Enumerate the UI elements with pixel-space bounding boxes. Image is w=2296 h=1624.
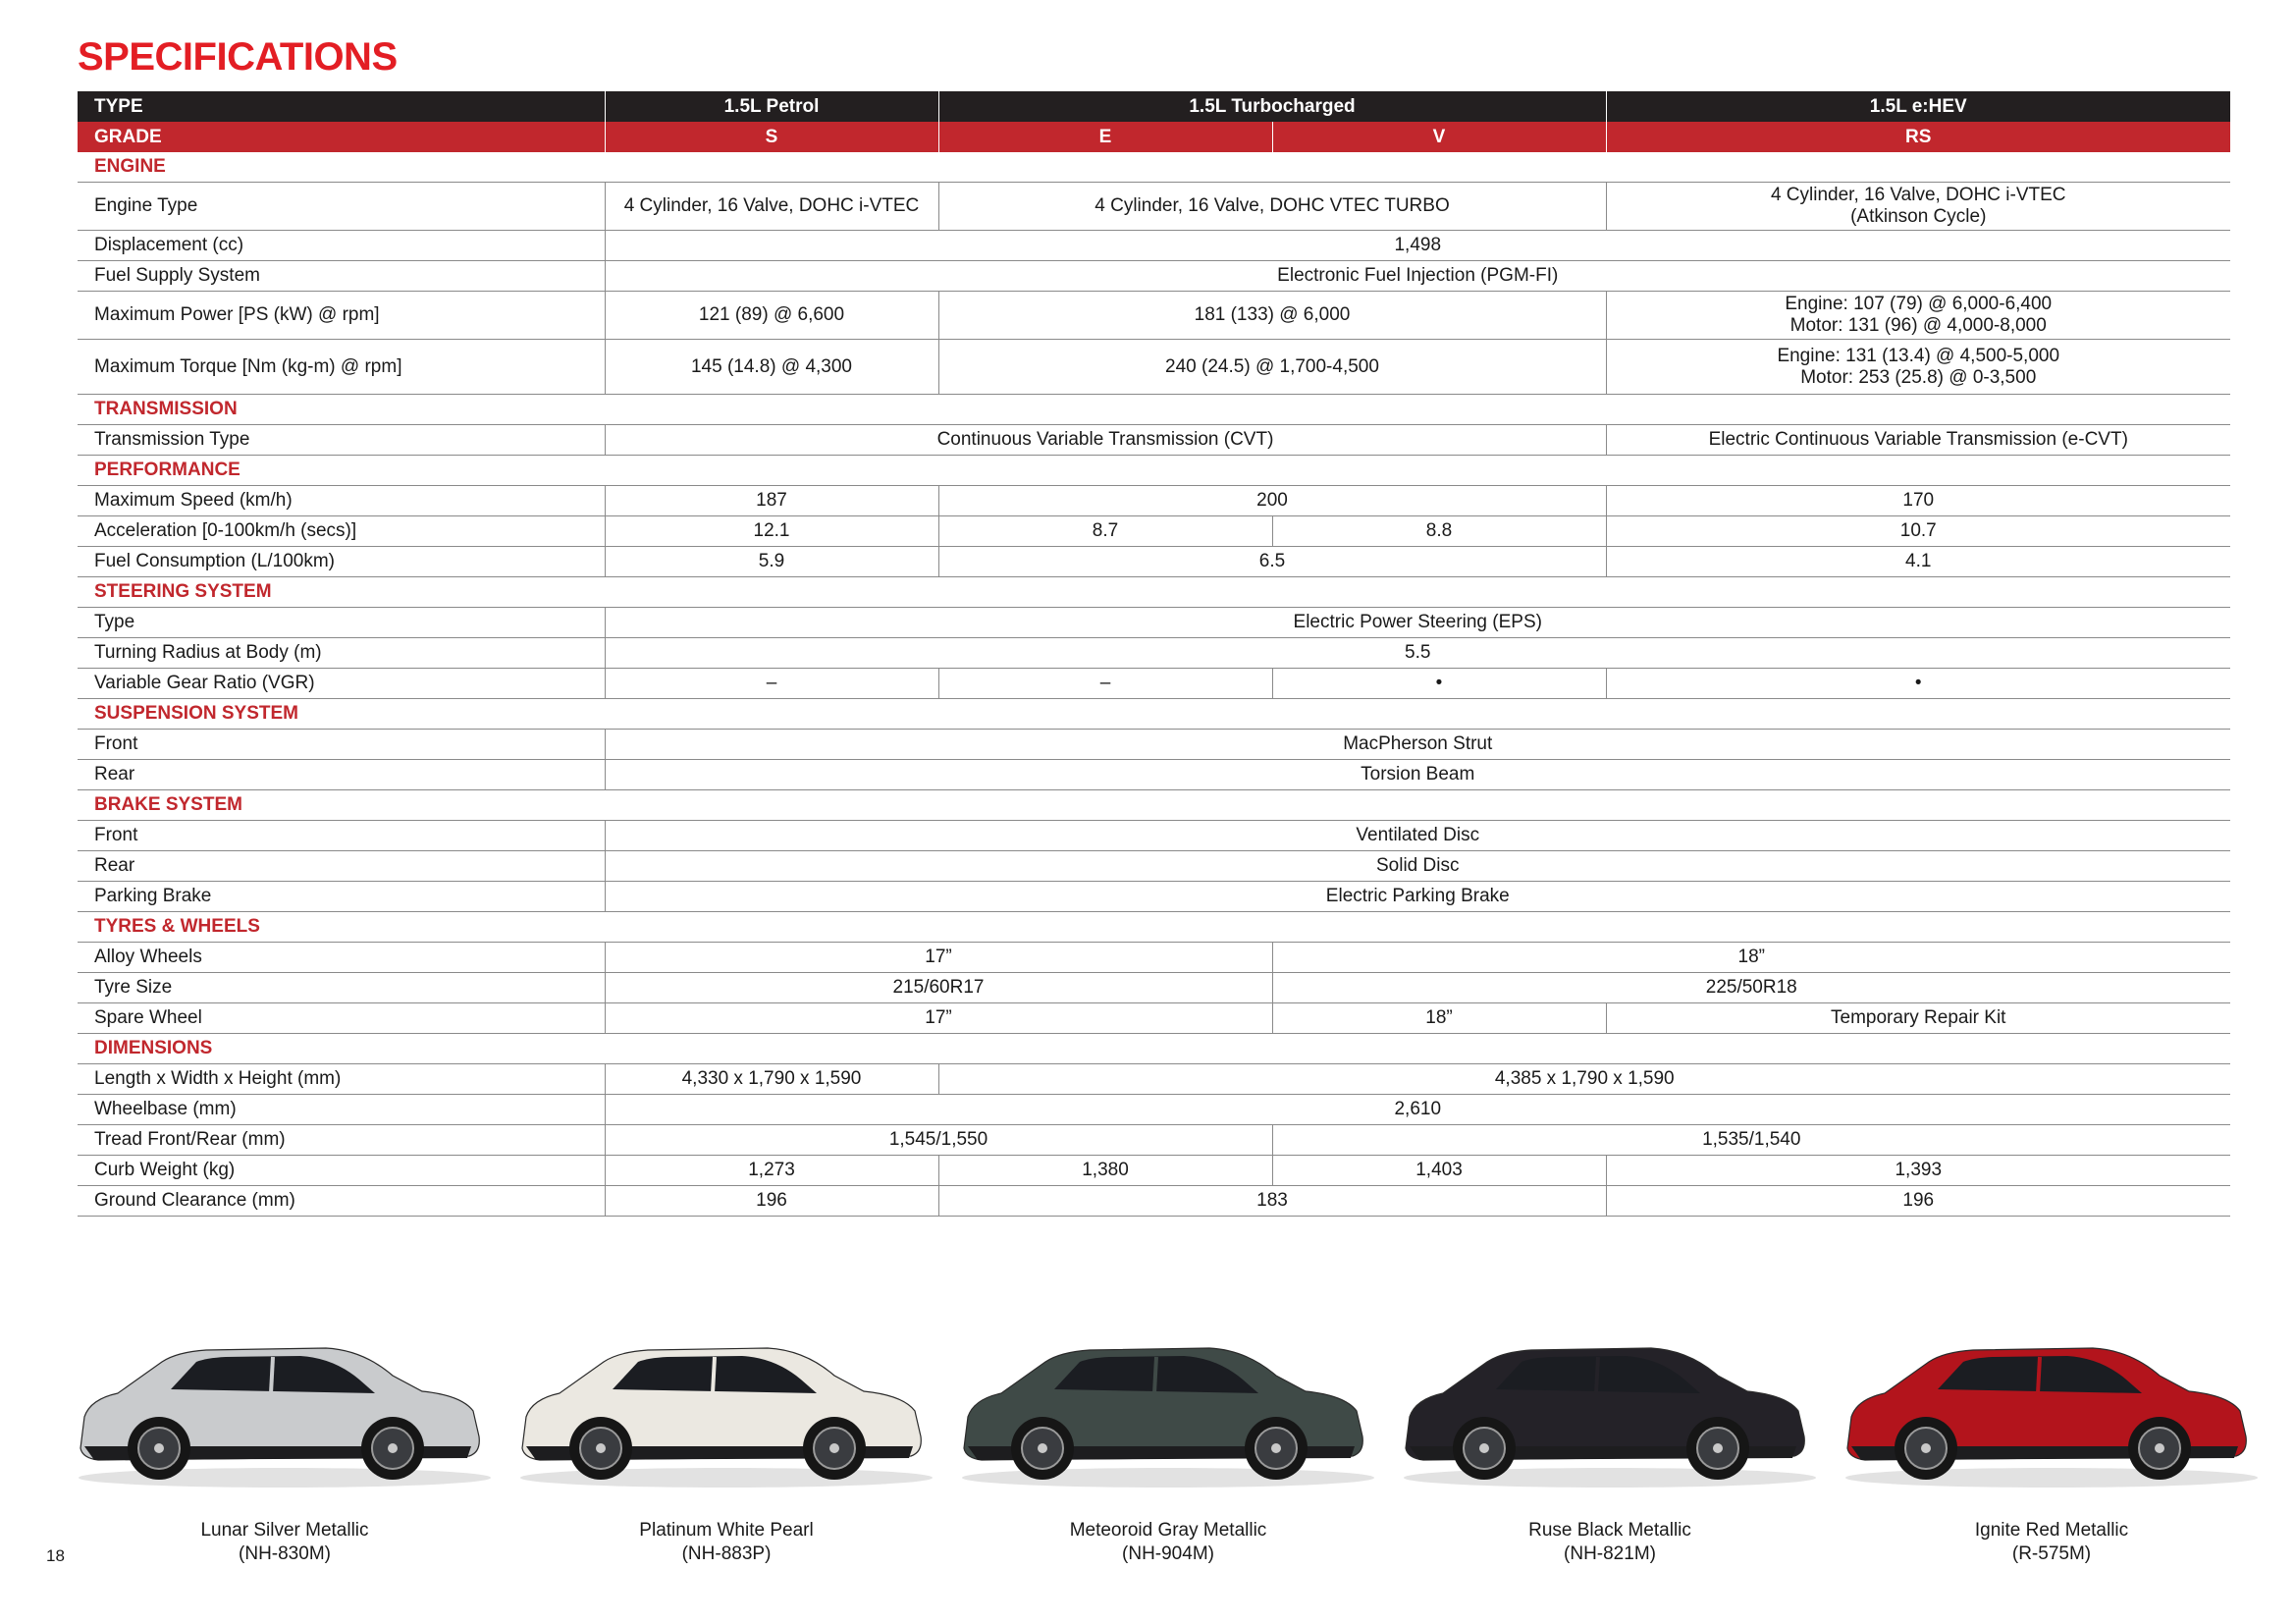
section-title: TYRES & WHEELS <box>78 912 2230 943</box>
section-transmission <box>78 395 2230 425</box>
cell: 8.7 <box>938 516 1272 547</box>
color-lineup <box>0 1330 2296 1527</box>
section-title: DIMENSIONS <box>78 1034 2230 1064</box>
grade-header-row <box>78 122 2230 152</box>
section-suspension <box>78 699 2230 730</box>
cell: Temporary Repair Kit <box>1606 1003 2230 1034</box>
section-title: STEERING SYSTEM <box>78 577 2230 608</box>
page-number: 18 <box>46 1546 65 1565</box>
car-pillar <box>713 1357 715 1393</box>
cell-line: Engine: 131 (13.4) @ 4,500-5,000 <box>1777 345 2060 366</box>
cell: 12.1 <box>605 516 938 547</box>
car-image-gray <box>952 1330 1384 1497</box>
color-name: Ruse Black Metallic <box>1528 1520 1691 1541</box>
row-label: Curb Weight (kg) <box>78 1156 605 1186</box>
table-row <box>78 231 2230 261</box>
table-row <box>78 608 2230 638</box>
cell: 187 <box>605 486 938 516</box>
wheel-hub <box>1271 1443 1281 1453</box>
color-caption <box>1836 1519 2268 1566</box>
wheel-hub <box>154 1443 164 1453</box>
section-title: PERFORMANCE <box>78 456 2230 486</box>
cell: Solid Disc <box>605 851 2230 882</box>
table-row <box>78 638 2230 669</box>
section-title: ENGINE <box>78 152 2230 183</box>
row-label: Variable Gear Ratio (VGR) <box>78 669 605 699</box>
cell: Electronic Fuel Injection (PGM-FI) <box>605 261 2230 292</box>
cell: 6.5 <box>938 547 1606 577</box>
section-title: SUSPENSION SYSTEM <box>78 699 2230 730</box>
row-label: Ground Clearance (mm) <box>78 1186 605 1217</box>
section-brake <box>78 790 2230 821</box>
wheel-hub <box>1479 1443 1489 1453</box>
table-row <box>78 547 2230 577</box>
cell: 1,380 <box>938 1156 1272 1186</box>
cell: 4,385 x 1,790 x 1,590 <box>938 1064 2230 1095</box>
cell: 1,498 <box>605 231 2230 261</box>
row-label: Front <box>78 730 605 760</box>
row-label: Alloy Wheels <box>78 943 605 973</box>
color-caption <box>1394 1519 1826 1566</box>
table-row <box>78 425 2230 456</box>
section-engine <box>78 152 2230 183</box>
row-label: Maximum Torque [Nm (kg-m) @ rpm] <box>78 340 605 395</box>
table-row <box>78 1156 2230 1186</box>
cell: 4.1 <box>1606 547 2230 577</box>
row-label: Wheelbase (mm) <box>78 1095 605 1125</box>
type-turbo: 1.5L Turbocharged <box>938 91 1606 122</box>
table-row <box>78 730 2230 760</box>
cell: Electric Continuous Variable Transmission (e-CVT) <box>1606 425 2230 456</box>
car-pillar <box>1154 1357 1156 1393</box>
color-code: (R-575M) <box>2011 1543 2092 1564</box>
grade-rs: RS <box>1606 122 2230 152</box>
row-label: Maximum Speed (km/h) <box>78 486 605 516</box>
cell: 17” <box>605 943 1272 973</box>
color-name: Ignite Red Metallic <box>1974 1520 2129 1541</box>
cell: – <box>938 669 1272 699</box>
row-label: Fuel Supply System <box>78 261 605 292</box>
cell: Electric Parking Brake <box>605 882 2230 912</box>
cell: 170 <box>1606 486 2230 516</box>
color-caption <box>952 1519 1384 1566</box>
car-image-white <box>510 1330 942 1497</box>
table-row <box>78 669 2230 699</box>
color-code: (NH-904M) <box>1122 1543 1214 1564</box>
table-row <box>78 340 2230 395</box>
color-caption <box>510 1519 942 1566</box>
cell: – <box>605 669 938 699</box>
suv-side-icon <box>952 1330 1384 1497</box>
section-tyres <box>78 912 2230 943</box>
color-code: (NH-883P) <box>681 1543 772 1564</box>
row-label: Rear <box>78 760 605 790</box>
car-pillar <box>271 1357 273 1393</box>
cell: 225/50R18 <box>1272 973 2230 1003</box>
row-label: Acceleration [0-100km/h (secs)] <box>78 516 605 547</box>
table-row <box>78 1095 2230 1125</box>
cell-line: (Atkinson Cycle) <box>1850 206 1987 227</box>
page-title: SPECIFICATIONS <box>78 35 398 79</box>
car-image-red <box>1836 1330 2268 1497</box>
row-label: Fuel Consumption (L/100km) <box>78 547 605 577</box>
table-row <box>78 1186 2230 1217</box>
cell: 1,273 <box>605 1156 938 1186</box>
wheel-hub <box>388 1443 398 1453</box>
table-row <box>78 1125 2230 1156</box>
cell: • <box>1606 669 2230 699</box>
table-row <box>78 882 2230 912</box>
table-row <box>78 292 2230 340</box>
cell-line: 4 Cylinder, 16 Valve, DOHC i-VTEC <box>1770 185 2066 205</box>
table-row <box>78 1064 2230 1095</box>
color-code: (NH-821M) <box>1564 1543 1656 1564</box>
table-row <box>78 183 2230 231</box>
cell: 240 (24.5) @ 1,700-4,500 <box>938 340 1606 395</box>
cell: 1,393 <box>1606 1156 2230 1186</box>
row-label: Front <box>78 821 605 851</box>
color-code: (NH-830M) <box>239 1543 331 1564</box>
cell: 1,403 <box>1272 1156 1606 1186</box>
cell: • <box>1272 669 1606 699</box>
cell: 5.5 <box>605 638 2230 669</box>
cell: 215/60R17 <box>605 973 1272 1003</box>
cell: 8.8 <box>1272 516 1606 547</box>
grade-s: S <box>605 122 938 152</box>
row-label: Transmission Type <box>78 425 605 456</box>
cell: Electric Power Steering (EPS) <box>605 608 2230 638</box>
section-title: TRANSMISSION <box>78 395 2230 425</box>
cell: 1,545/1,550 <box>605 1125 1272 1156</box>
suv-side-icon <box>1394 1330 1826 1497</box>
type-ehev: 1.5L e:HEV <box>1606 91 2230 122</box>
wheel-hub <box>1921 1443 1931 1453</box>
table-row <box>78 486 2230 516</box>
row-label: Tyre Size <box>78 973 605 1003</box>
table-row <box>78 760 2230 790</box>
section-steering <box>78 577 2230 608</box>
cell: Continuous Variable Transmission (CVT) <box>605 425 1606 456</box>
suv-side-icon <box>69 1330 501 1497</box>
wheel-hub <box>596 1443 606 1453</box>
car-image-silver <box>69 1330 501 1497</box>
grade-v: V <box>1272 122 1606 152</box>
wheel-hub <box>1713 1443 1723 1453</box>
suv-side-icon <box>510 1330 942 1497</box>
cell: 17” <box>605 1003 1272 1034</box>
row-label: Length x Width x Height (mm) <box>78 1064 605 1095</box>
cell: 5.9 <box>605 547 938 577</box>
grade-e: E <box>938 122 1272 152</box>
type-petrol: 1.5L Petrol <box>605 91 938 122</box>
cell: Ventilated Disc <box>605 821 2230 851</box>
suv-side-icon <box>1836 1330 2268 1497</box>
color-name: Platinum White Pearl <box>639 1520 814 1541</box>
cell: 4 Cylinder, 16 Valve, DOHC i-VTEC <box>605 183 938 231</box>
cell: 4,330 x 1,790 x 1,590 <box>605 1064 938 1095</box>
wheel-hub <box>829 1443 839 1453</box>
row-label: Engine Type <box>78 183 605 231</box>
cell-line: Motor: 253 (25.8) @ 0-3,500 <box>1800 366 2037 388</box>
table-row <box>78 1003 2230 1034</box>
table-row <box>78 516 2230 547</box>
row-label: Displacement (cc) <box>78 231 605 261</box>
cell-line: Engine: 107 (79) @ 6,000-6,400 <box>1785 294 2053 314</box>
car-image-black <box>1394 1330 1826 1497</box>
cell: 196 <box>605 1186 938 1217</box>
type-header-row <box>78 91 2230 122</box>
car-pillar <box>2038 1357 2040 1393</box>
cell: 196 <box>1606 1186 2230 1217</box>
section-title: BRAKE SYSTEM <box>78 790 2230 821</box>
cell: 121 (89) @ 6,600 <box>605 292 938 340</box>
table-row <box>78 821 2230 851</box>
cell: 200 <box>938 486 1606 516</box>
cell: 2,610 <box>605 1095 2230 1125</box>
section-dimensions <box>78 1034 2230 1064</box>
table-row <box>78 851 2230 882</box>
color-caption <box>69 1519 501 1566</box>
color-name: Meteoroid Gray Metallic <box>1069 1520 1267 1541</box>
cell: 10.7 <box>1606 516 2230 547</box>
cell <box>1606 292 2230 340</box>
wheel-hub <box>2155 1443 2164 1453</box>
cell: 1,535/1,540 <box>1272 1125 2230 1156</box>
table-row <box>78 973 2230 1003</box>
cell <box>1606 340 2230 395</box>
specifications-table <box>78 91 2230 1217</box>
type-label: TYPE <box>78 91 605 122</box>
cell-line: Motor: 131 (96) @ 4,000-8,000 <box>1789 315 2047 336</box>
color-name: Lunar Silver Metallic <box>200 1520 369 1541</box>
row-label: Parking Brake <box>78 882 605 912</box>
table-row <box>78 943 2230 973</box>
row-label: Spare Wheel <box>78 1003 605 1034</box>
row-label: Maximum Power [PS (kW) @ rpm] <box>78 292 605 340</box>
cell: 4 Cylinder, 16 Valve, DOHC VTEC TURBO <box>938 183 1606 231</box>
row-label: Tread Front/Rear (mm) <box>78 1125 605 1156</box>
cell: Torsion Beam <box>605 760 2230 790</box>
table-row <box>78 261 2230 292</box>
car-pillar <box>1596 1357 1598 1393</box>
row-label: Type <box>78 608 605 638</box>
wheel-hub <box>1038 1443 1047 1453</box>
cell: 18” <box>1272 1003 1606 1034</box>
section-performance <box>78 456 2230 486</box>
cell <box>1606 183 2230 231</box>
row-label: Turning Radius at Body (m) <box>78 638 605 669</box>
grade-label: GRADE <box>78 122 605 152</box>
cell: 181 (133) @ 6,000 <box>938 292 1606 340</box>
row-label: Rear <box>78 851 605 882</box>
cell: 18” <box>1272 943 2230 973</box>
cell: MacPherson Strut <box>605 730 2230 760</box>
cell: 183 <box>938 1186 1606 1217</box>
cell: 145 (14.8) @ 4,300 <box>605 340 938 395</box>
